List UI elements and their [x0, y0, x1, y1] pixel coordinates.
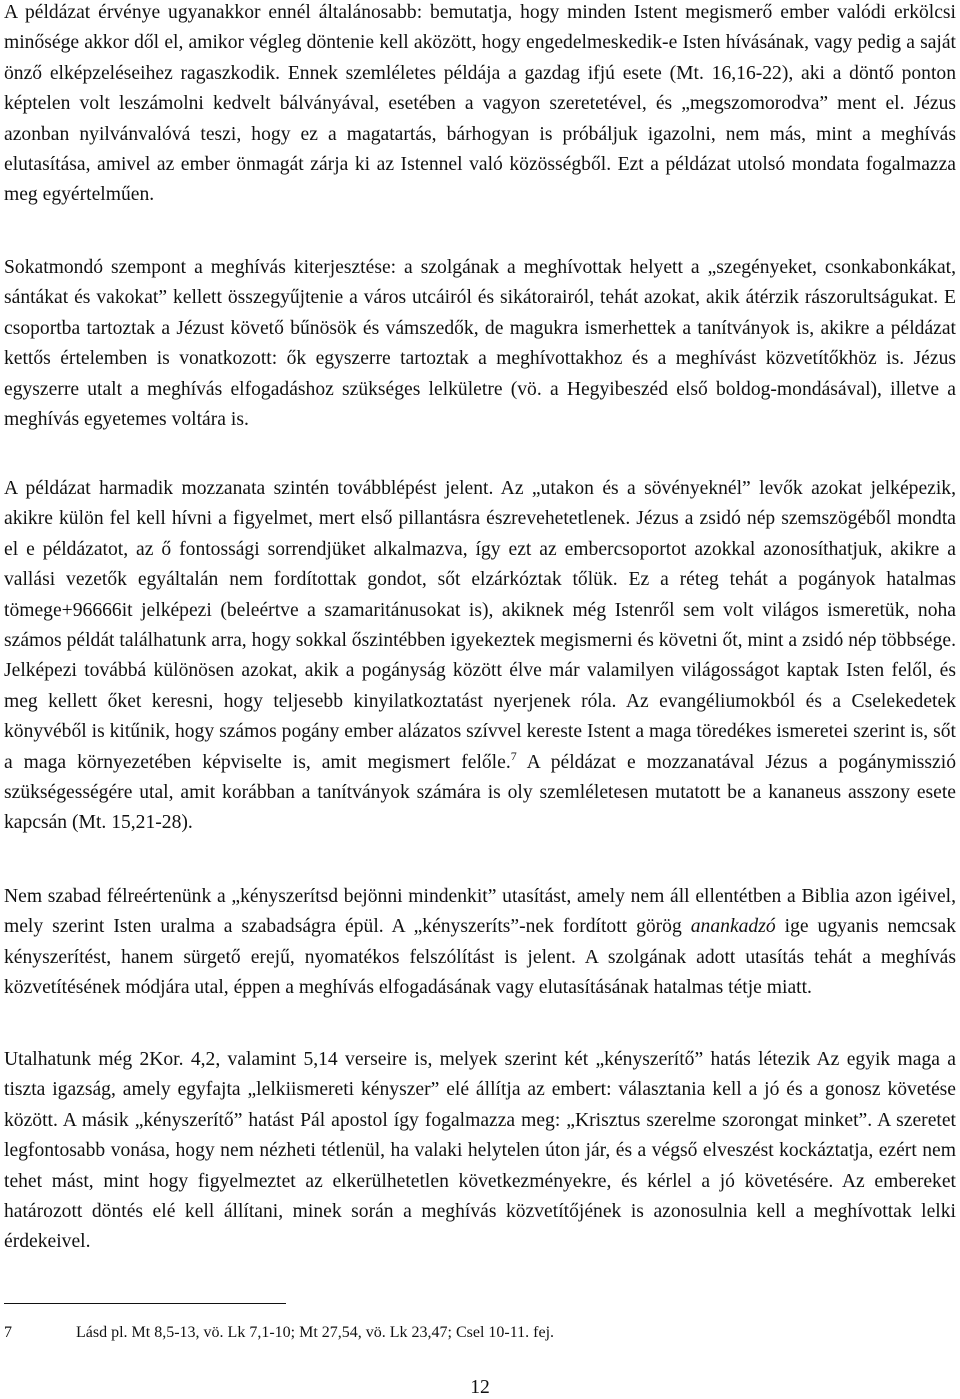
footnote-text: Lásd pl. Mt 8,5-13, vö. Lk 7,1-10; Mt 27,54, vö. Lk 23,47; Csel 10-11. fej. [76, 1324, 555, 1341]
footnote-number: 7 [4, 1324, 12, 1341]
paragraph-1: A példázat érvénye ugyanakkor ennél általánosabb: bemutatja, hogy minden Istent megismerő ember valódi erkölcsi minősége akkor dől el, amikor végleg döntenie kell aközött, hogy engedelmeskedik-e Isten hívásának, vagy pedig a saját önző elképzeléseihez ragaszkodik. Ennek szemléletes példája a gazdag ifjú esete (Mt. 16,16-22), aki a döntő ponton képtelen volt leszámolni kedvelt bálványával, esetében a vagyon szeretetével, és „megszomorodva” ment el. Jézus azonban nyilvánvalóvá teszi, hogy ez a magatartás, bárhogyan is próbáljuk igazolni, nem más, mint a meghívás elutasítása, amivel az ember önmagát zárja ki az Istennel való közösségből. Ezt a példázat utolsó mondata fogalmazza meg egyértelműen. [4, 2, 956, 206]
paragraph-5: Utalhatunk még 2Kor. 4,2, valamint 5,14 verseire is, melyek szerint két „kényszerítő” hatás létezik Az egyik maga a tiszta igazság, amely egyfajta „lelkiismereti kényszer” elé állítja az embert: választania kell a jó és a gonosz követése között. A másik „kényszerítő” hatást Pál apostol így fogalmazza meg: „Krisztus szerelme szorongat minket”. A szeretet legfontosabb vonása, hogy nem nézheti tétlenül, ha valaki helytelen úton jár, és a végső elveszést kockáztatja, ezért nem tehet mást, mint hogy figyelmeztet az elkerülhetetlen következményekre, és kérlel a jó követésére. Az embereket határozott döntés elé kell állítani, minek során a meghívás közvetítőjének is azonosulnia kell a meghívottak lelki érdekeivel. [4, 1049, 956, 1253]
footnote [4, 1323, 956, 1343]
footnote-separator [4, 1303, 286, 1304]
paragraph-3 [4, 474, 956, 839]
page-number: 12 [470, 1377, 490, 1398]
greek-term: anankadzó [690, 916, 776, 938]
paragraph-4-text-a: Nem szabad félreértenünk a „kényszerítsd bejönni mindenkit” utasítást, amely nem áll ellentétben a Biblia azon igéivel, mely szerint Isten uralma a szabadságra épül. A „kényszeríts”-nek fordított görög [4, 886, 956, 938]
paragraph-4 [4, 882, 956, 1004]
paragraph-4-text-b: ige ugyanis nemcsak kényszerítést, hanem sürgető erejű, nyomatékos felszólítást is jelent. A szolgának adott utasítás tehát a meghívás közvetítésének módjára utal, éppen a meghívás elfogadásának vagy elutasításának hatalmas tétje miatt. [4, 916, 956, 999]
paragraph-3-text-a: A példázat harmadik mozzanata szintén továbblépést jelent. Az „utakon és a sövényeknél” levők azokat jelképezik, akikre külön fel kell hívni a figyelmet, mert első pillantásra észrevehetetlenek. Jézus a zsidó nép szemszögéből mondta el e példázatot, az ő fontossági sorrendjüket alkalmazva, így ezt az embercsoportot azokkal azonosíthatjuk, akikre a vallási vezetők egyáltalán nem fordítottak gondot, sőt elzárkóztak tőlük. Ez a réteg tehát a pogányok hatalmas tömege+96666it jelképezi (beleértve a szamaritánusokat is), akiknek még Istenről sem volt világos ismeretük, noha számos példát találhatunk arra, hogy sokkal őszintébben igyekeztek megismerni és követni őt, mint a zsidó nép többsége. Jelképezi továbbá különösen azokat, akik a pogányság között élve már valamilyen világosságot kaptak Isten felől, és meg kellett őket keresni, hogy teljesebb kinyilatkoztatást nyerjenek róla. Az evangéliumokból és a Cselekedetek könyvéből is kitűnik, hogy számos pogány ember alázatos szívvel kereste Istent a maga töredékes ismeretei szerint is, sőt a maga környezetében képviselte is, amit megismert felőle. [4, 478, 956, 773]
footnote-reference: 7 [510, 748, 517, 763]
paragraph-2: Sokatmondó szempont a meghívás kiterjesztése: a szolgának a meghívottak helyett a „szegényeket, csonkabonkákat, sántákat és vakokat” kellett összegyűjtenie a város utcáiról és sikátorairól, tehát azokat, akik átérzik rászorultságukat. E csoportba tartoztak a Jézust követő bűnösök és vámszedők, de magukra ismerhettek a tanítványok is, akikre a példázat kettős értelemben is vonatkozott: ők egyszerre tartoztak a meghívottakhoz és a meghívást közvetítőkhöz is. Jézus egyszerre utalt a meghívás elfogadáshoz szükséges lelkületre (vö. a Hegyibeszéd első boldog-mondásával), illetve a meghívás egyetemes voltára is. [4, 257, 956, 431]
paragraph-3-text-b: A példázat e mozzanatával Jézus a pogánymisszió szükségességére utal, amit korábban a tanítványok számára is oly szemléletesen mutatott be a kananeus asszony esete kapcsán (Mt. 15,21-28). [4, 751, 956, 834]
